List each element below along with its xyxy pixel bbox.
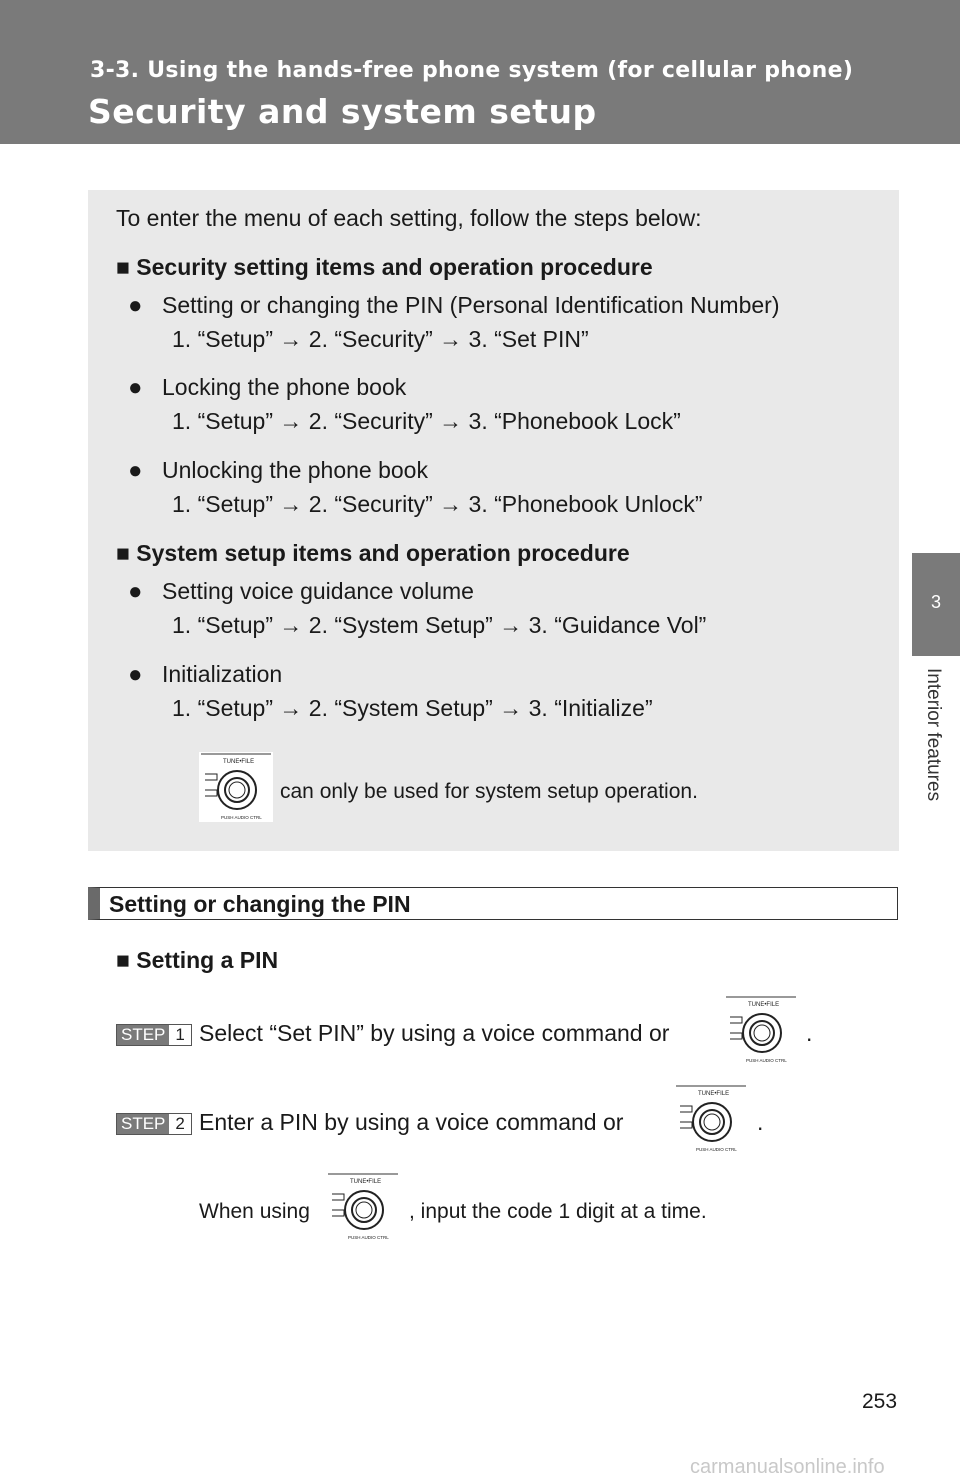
step-number: 2 (169, 1114, 190, 1134)
step-period: . (757, 1109, 764, 1135)
bullet-icon: ● (128, 661, 143, 688)
step-period: . (806, 1020, 813, 1046)
knob-bottom-label: PUSH AUDIO CTRL (348, 1235, 389, 1240)
step-badge (116, 1113, 192, 1135)
using-note-end: , input the code 1 digit at a time. (409, 1200, 707, 1223)
section-title: 3-3. Using the hands-free phone system (for cellular phone) (90, 58, 854, 83)
tune-knob-icon (724, 995, 798, 1065)
step-label: STEP (117, 1114, 169, 1134)
list-item (128, 661, 282, 689)
bullet-icon: ● (128, 374, 143, 401)
menu-path: 1. “Setup” → 2. “System Setup” → 3. “Guidance Vol” (172, 612, 707, 638)
knob-top-label: TUNE•FILE (350, 1179, 382, 1185)
item-title: Locking the phone book (162, 374, 407, 400)
page-title: Security and system setup (88, 92, 597, 131)
step-badge (116, 1024, 192, 1046)
tune-knob-icon (326, 1172, 400, 1242)
item-title: Setting voice guidance volume (162, 578, 474, 604)
subheading: ■ Setting a PIN (116, 947, 279, 973)
step-label: STEP (117, 1025, 169, 1045)
item-title: Initialization (162, 661, 283, 687)
bullet-icon: ● (128, 292, 143, 319)
knob-bottom-label: PUSH AUDIO CTRL (696, 1147, 737, 1152)
item-title: Unlocking the phone book (162, 457, 428, 483)
section-bar (88, 887, 898, 920)
menu-path: 1. “Setup” → 2. “Security” → 3. “Phonebook Lock” (172, 408, 681, 434)
list-item (128, 457, 428, 485)
using-note-start: When using (199, 1200, 310, 1223)
tune-knob-icon (674, 1084, 748, 1154)
section-bar-title: Setting or changing the PIN (109, 891, 411, 917)
knob-note: can only be used for system setup operation. (280, 780, 698, 803)
step-text: Select “Set PIN” by using a voice command or (199, 1020, 670, 1046)
info-intro: To enter the menu of each setting, follow the steps below: (116, 205, 702, 231)
watermark: carmanualsonline.info (690, 1456, 885, 1478)
knob-bottom-label: PUSH AUDIO CTRL (746, 1058, 787, 1063)
page-number: 253 (862, 1390, 898, 1413)
system-heading: ■ System setup items and operation procedure (116, 540, 630, 566)
chapter-tab: 3 (912, 553, 960, 656)
step-number: 1 (169, 1025, 190, 1045)
menu-path: 1. “Setup” → 2. “Security” → 3. “Set PIN” (172, 326, 589, 352)
menu-path: 1. “Setup” → 2. “Security” → 3. “Phonebook Unlock” (172, 491, 703, 517)
knob-top-label: TUNE•FILE (698, 1091, 730, 1097)
item-title: Setting or changing the PIN (Personal Identification Number) (162, 292, 780, 318)
chapter-label: Interior features (923, 668, 944, 802)
menu-path: 1. “Setup” → 2. “System Setup” → 3. “Initialize” (172, 695, 653, 721)
list-item (128, 578, 474, 606)
step-text: Enter a PIN by using a voice command or (199, 1109, 624, 1135)
list-item (128, 374, 406, 402)
tune-knob-icon (199, 752, 273, 822)
security-heading: ■ Security setting items and operation procedure (116, 254, 653, 280)
knob-bottom-label: PUSH AUDIO CTRL (221, 815, 262, 820)
page-header (0, 0, 960, 144)
knob-top-label: TUNE•FILE (748, 1002, 780, 1008)
bullet-icon: ● (128, 578, 143, 605)
knob-top-label: TUNE•FILE (223, 759, 255, 765)
list-item (128, 292, 780, 320)
bullet-icon: ● (128, 457, 143, 484)
